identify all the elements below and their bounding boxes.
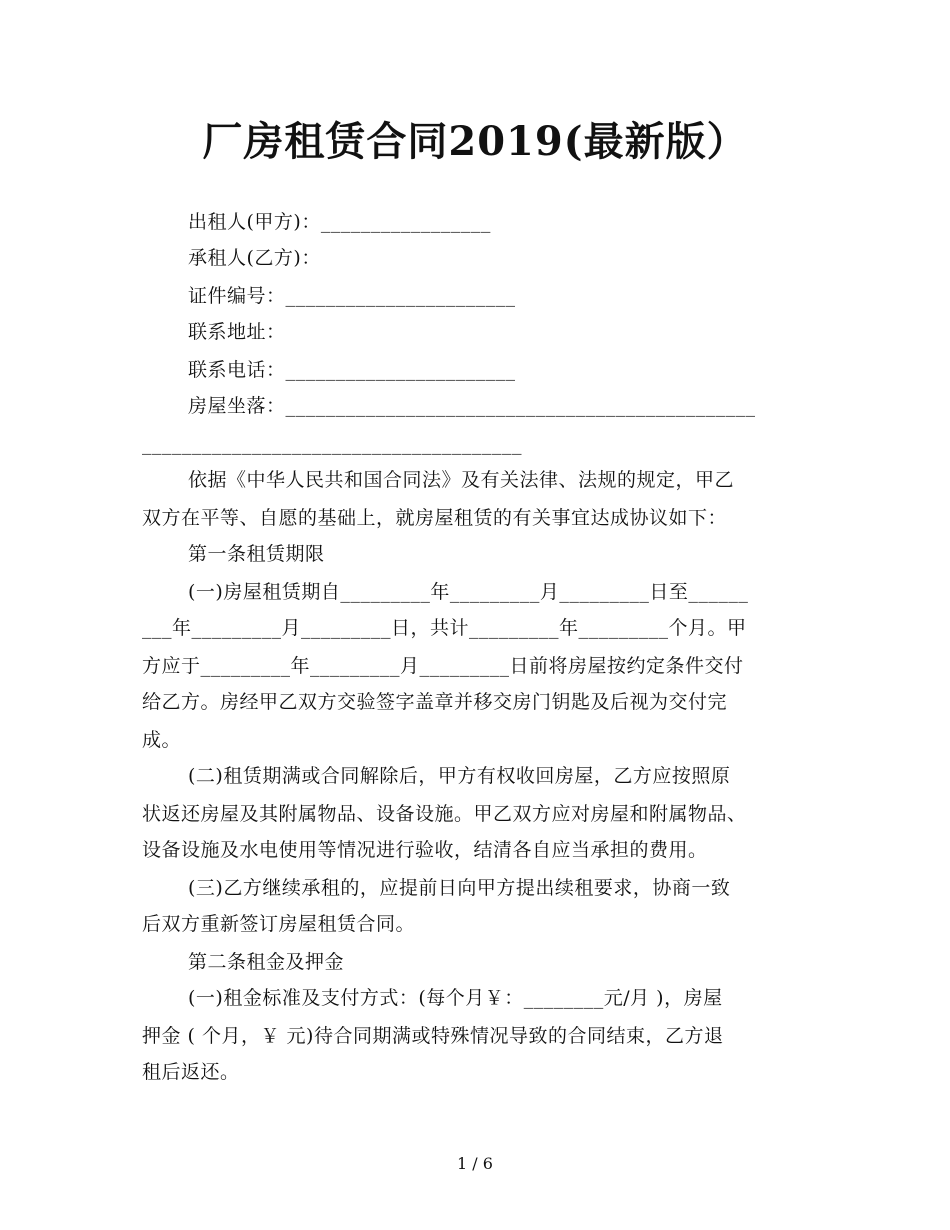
- article-heading: 第二条租金及押金: [188, 951, 345, 973]
- lessor-line: 出租人(甲方)：_________________: [188, 211, 491, 233]
- document-title: 厂房租赁合同2019(最新版）: [202, 118, 748, 165]
- paragraph-line: 设备设施及水电使用等情况进行验收，结清各自应当承担的费用。: [142, 839, 708, 861]
- paragraph-line: (一)房屋租赁期自_________年_________月_________日至______: [188, 581, 749, 603]
- paragraph-line: 押金 ( 个月，￥ 元)待合同期满或特殊情况导致的合同结束，乙方退: [142, 1025, 724, 1047]
- paragraph-line: 依据《中华人民共和国合同法》及有关法律、法规的规定，甲乙: [188, 469, 735, 491]
- paragraph-line: 双方在平等、自愿的基础上，就房屋租赁的有关事宜达成协议如下：: [142, 507, 728, 529]
- paragraph-line: 给乙方。房经甲乙双方交验签字盖章并移交房门钥匙及后视为交付完: [142, 691, 728, 713]
- paragraph-line: 成。: [142, 729, 182, 751]
- location-line-continued: ______________________________________: [142, 433, 522, 455]
- id-number-line: 证件编号：_______________________: [188, 285, 516, 307]
- page-number: 1 / 6: [457, 1154, 493, 1173]
- paragraph-line: 租后返还。: [142, 1061, 240, 1083]
- paragraph-line: 方应于_________年_________月_________日前将房屋按约定条件交付: [142, 655, 744, 677]
- paragraph-line: 状返还房屋及其附属物品、设备设施。甲乙双方应对房屋和附属物品、: [142, 803, 747, 825]
- location-line: 房屋坐落：_______________________________________________: [188, 395, 756, 417]
- paragraph-line: 后双方重新签订房屋租赁合同。: [142, 913, 416, 935]
- paragraph-line: (一)租金标准及支付方式：(每个月￥：________元/月 )，房屋: [188, 987, 723, 1009]
- phone-line: 联系电话：_______________________: [188, 359, 516, 381]
- lessee-line: 承租人(乙方)：: [188, 247, 321, 269]
- address-line: 联系地址：: [188, 321, 286, 343]
- paragraph-line: (二)租赁期满或合同解除后，甲方有权收回房屋，乙方应按照原: [188, 765, 731, 787]
- paragraph-line: ___年_________月_________日，共计_________年_________个月。甲: [142, 617, 747, 639]
- paragraph-line: (三)乙方继续承租的，应提前日向甲方提出续租要求，协商一致: [188, 877, 731, 899]
- article-heading: 第一条租赁期限: [188, 543, 325, 565]
